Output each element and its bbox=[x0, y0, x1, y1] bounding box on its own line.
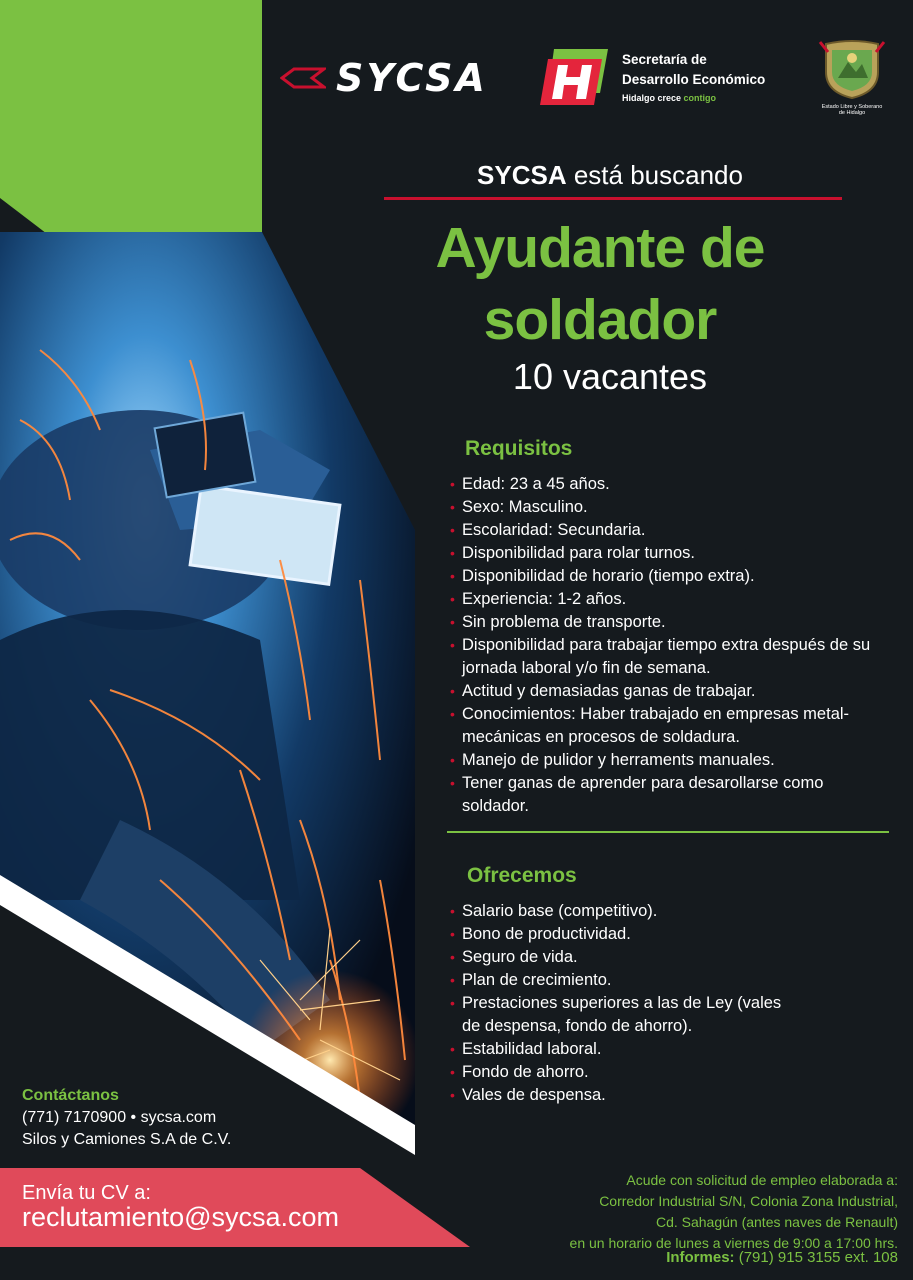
hidalgo-seal-icon bbox=[818, 38, 886, 100]
contact-phone-web: (771) 7170900 • sycsa.com bbox=[22, 1109, 217, 1126]
diamond-icon bbox=[280, 67, 326, 89]
requisitos-list bbox=[450, 473, 900, 818]
list-item: • Actitud y demasiadas ganas de trabajar. bbox=[450, 680, 900, 703]
ofrecemos-title: Ofrecemos bbox=[467, 864, 577, 887]
searching-heading: SYCSA está buscando bbox=[477, 160, 743, 190]
list-item: • Disponibilidad para trabajar tiempo extra después de su jornada laboral y/o fin de semana. bbox=[450, 634, 887, 680]
sycsa-logo-text: SYCSA bbox=[336, 56, 488, 100]
cv-label: Envía tu CV a: bbox=[22, 1182, 151, 1204]
list-item: • Bono de productividad. bbox=[450, 923, 890, 946]
list-item: • Disponibilidad de horario (tiempo extra). bbox=[450, 565, 900, 588]
sde-title: Secretaría de Desarrollo Económico bbox=[622, 52, 766, 87]
list-item: • Seguro de vida. bbox=[450, 946, 890, 969]
list-item: • Estabilidad laboral. bbox=[450, 1038, 890, 1061]
company-name: Silos y Camiones S.A de C.V. bbox=[22, 1131, 232, 1148]
list-item: • Salario base (competitivo). bbox=[450, 900, 890, 923]
list-item: • Tener ganas de aprender para desarollarse como soldador. bbox=[450, 772, 892, 818]
job-title: Ayudante de soldador bbox=[435, 216, 765, 352]
list-item: • Disponibilidad para rolar turnos. bbox=[450, 542, 900, 565]
list-item: • Vales de despensa. bbox=[450, 1084, 890, 1107]
vacancies-count: 10 vacantes bbox=[512, 356, 708, 397]
list-item: • Manejo de pulidor y herraments manuales. bbox=[450, 749, 900, 772]
list-item: • Sexo: Masculino. bbox=[450, 496, 900, 519]
list-item: • Prestaciones superiores a las de Ley (vales de despensa, fondo de ahorro). bbox=[450, 992, 802, 1038]
sycsa-logo bbox=[280, 58, 510, 98]
footer-address: Acude con solicitud de empleo elaborada a: Corredor Industrial S/N, Colonia Zona Industrial, Cd. Sahagún (antes naves de Renault) en un horario de lunes a viernes de 9:00 a 17:00 hrs. bbox=[569, 1172, 898, 1251]
requisitos-title: Requisitos bbox=[465, 437, 573, 460]
ofrecemos-list bbox=[450, 900, 890, 1107]
sde-tagline: Hidalgo crece contigo bbox=[622, 93, 717, 103]
contact-title: Contáctanos bbox=[22, 1087, 119, 1104]
red-divider bbox=[384, 197, 842, 200]
green-divider bbox=[447, 831, 889, 833]
footer-informes: Informes: (791) 915 3155 ext. 108 bbox=[666, 1249, 898, 1266]
list-item: • Fondo de ahorro. bbox=[450, 1061, 890, 1084]
cv-email-link[interactable]: reclutamiento@sycsa.com bbox=[22, 1202, 340, 1232]
list-item: • Escolaridad: Secundaria. bbox=[450, 519, 900, 542]
list-item: • Plan de crecimiento. bbox=[450, 969, 890, 992]
list-item: • Edad: 23 a 45 años. bbox=[450, 473, 900, 496]
seal-caption: Estado Libre y Soberano de Hidalgo bbox=[821, 104, 883, 116]
hidalgo-h-logo-icon bbox=[540, 47, 610, 107]
list-item: • Experiencia: 1-2 años. bbox=[450, 588, 900, 611]
list-item: • Conocimientos: Haber trabajado en empresas metal-mecánicas en procesos de soldadura. bbox=[450, 703, 862, 749]
list-item: • Sin problema de transporte. bbox=[450, 611, 900, 634]
